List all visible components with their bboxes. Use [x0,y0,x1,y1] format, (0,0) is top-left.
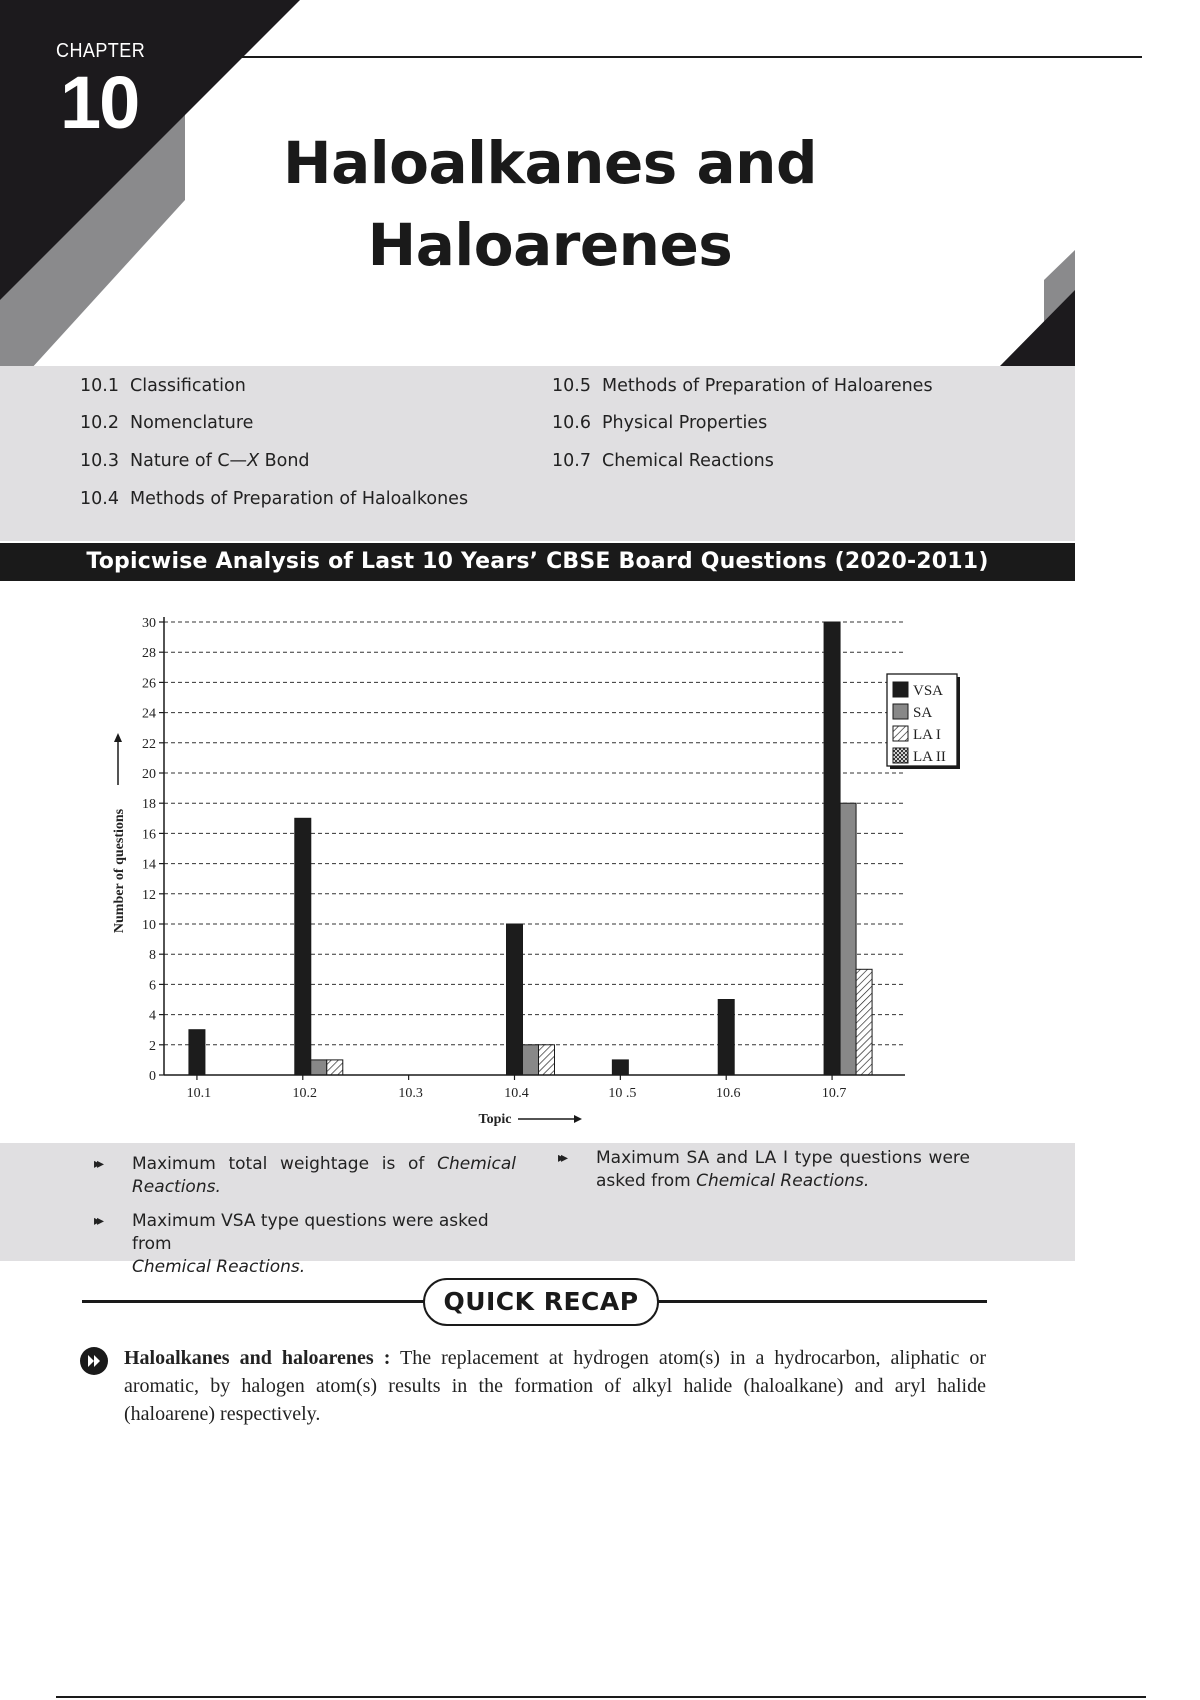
topic-number: 10.2 [80,413,119,433]
y-tick-label: 6 [149,978,156,994]
bar-sa [840,803,856,1075]
analysis-banner: Topicwise Analysis of Last 10 Years’ CBSE Board Questions (2020-2011) [0,543,1075,581]
note-item [558,1147,970,1193]
y-axis-arrow-head [114,733,122,742]
topic-label: Methods of Preparation of Haloalkones [130,489,469,509]
bar-vsa [612,1060,628,1075]
fast-forward-icon [80,1347,108,1375]
y-tick-label: 0 [149,1069,156,1084]
topics-list [0,366,1075,541]
bar-la-i [327,1060,343,1075]
x-tick-label: 10.3 [398,1086,423,1101]
y-tick-label: 12 [142,887,156,903]
note-emphasis: Chemical Reactions. [132,1154,516,1197]
y-axis-label: Number of questions [112,808,127,934]
topic-number: 10.4 [80,489,119,509]
y-tick-label: 24 [142,706,156,722]
bar-la-i [539,1045,555,1075]
topic-label: Chemical Reactions [602,451,774,471]
note-emphasis: Chemical Reactions. [696,1171,870,1191]
topic-item [552,376,933,396]
y-tick-label: 8 [149,948,156,964]
topic-number: 10.3 [80,451,119,471]
y-tick-label: 30 [142,616,156,631]
bar-sa [311,1060,327,1075]
chapter-label: CHAPTER [56,40,146,62]
x-axis-arrow-head [574,1115,582,1123]
topic-number: 10.1 [80,376,119,396]
top-rule [240,56,1142,58]
note-text: Maximum VSA type questions were asked from [132,1211,489,1254]
bar-vsa [824,622,840,1075]
y-tick-label: 22 [142,736,156,752]
bar-vsa [189,1030,205,1075]
chapter-title-line2: Haloarenes [367,211,733,279]
bar-la-i [856,969,872,1075]
topic-number: 10.6 [552,413,591,433]
topic-item [80,489,468,509]
topic-label-part: Bond [259,451,310,471]
y-tick-label: 4 [149,1008,156,1024]
recap-rule-left [82,1300,425,1303]
legend-swatch-vsa [893,682,908,697]
legend-swatch-sa [893,704,908,719]
topic-item [80,451,310,471]
y-tick-label: 28 [142,646,156,662]
double-arrow-bullet-icon: ▸▸ [94,1213,101,1229]
chapter-title-line1: Haloalkanes and [283,129,817,197]
corner-deco-right [990,250,1080,370]
quick-recap-heading: QUICK RECAP [423,1278,659,1326]
double-arrow-bullet-icon: ▸▸ [94,1156,101,1172]
bar-sa [523,1045,539,1075]
legend-label: VSA [913,683,944,699]
double-arrow-bullet-icon: ▸▸ [558,1150,565,1166]
legend-label: LA II [913,749,946,765]
note-item [94,1210,532,1279]
bar-vsa [507,924,523,1075]
y-tick-label: 26 [142,676,156,692]
note-item [94,1153,516,1199]
chapter-number: 10 [60,61,139,144]
note-text: Maximum SA and LA I type questions were asked from [596,1148,970,1191]
x-axis-label: Topic [478,1112,512,1127]
recap-rule-right [657,1300,987,1303]
legend-swatch-la-ii [893,748,908,763]
topic-label-x: X [247,451,260,471]
topic-item [80,413,253,433]
topic-item [552,413,767,433]
legend-label: LA I [913,727,941,743]
x-tick-label: 10.6 [715,1086,741,1101]
topic-label: Nomenclature [130,413,254,433]
y-tick-label: 18 [142,797,156,813]
topic-item [80,376,246,396]
y-tick-label: 20 [142,767,156,782]
topic-number: 10.5 [552,376,591,396]
x-tick-label: 10.1 [186,1086,212,1101]
y-tick-label: 16 [142,827,156,843]
x-tick-label: 10.4 [504,1086,529,1101]
x-tick-label: 10.2 [292,1086,318,1101]
note-text: Maximum total weightage is of [132,1154,438,1174]
topic-label [130,451,310,471]
bar-vsa [718,1000,734,1076]
y-tick-label: 2 [149,1038,156,1054]
bar-vsa [295,818,311,1075]
legend-label: SA [913,705,933,721]
bottom-rule [56,1696,1146,1698]
topic-label: Methods of Preparation of Haloarenes [602,376,933,396]
note-emphasis: Chemical Reactions. [132,1257,306,1277]
recap-definition: The replacement at hydrogen atom(s) in a hydrocarbon, aliphatic or aromatic, by halogen atom(s) results in the formation of alkyl halide (haloalkane) and aryl halide (haloarene) respectively. [124,1347,986,1425]
key-notes [0,1143,1075,1277]
topic-label-part: Nature of C— [130,451,248,471]
topic-item [552,451,774,471]
x-tick-label: 10 .5 [608,1086,637,1101]
legend-swatch-la-i [893,726,908,741]
topicwise-bar-chart [100,605,980,1135]
x-tick-label: 10.7 [821,1086,847,1101]
chapter-title [260,122,840,286]
recap-term: Haloalkanes and haloarenes : [124,1347,391,1369]
topic-number: 10.7 [552,451,591,471]
recap-paragraph [124,1344,986,1428]
y-tick-label: 14 [142,857,156,873]
y-tick-label: 10 [142,918,156,933]
topic-label: Physical Properties [602,413,768,433]
topic-label: Classification [130,376,246,396]
